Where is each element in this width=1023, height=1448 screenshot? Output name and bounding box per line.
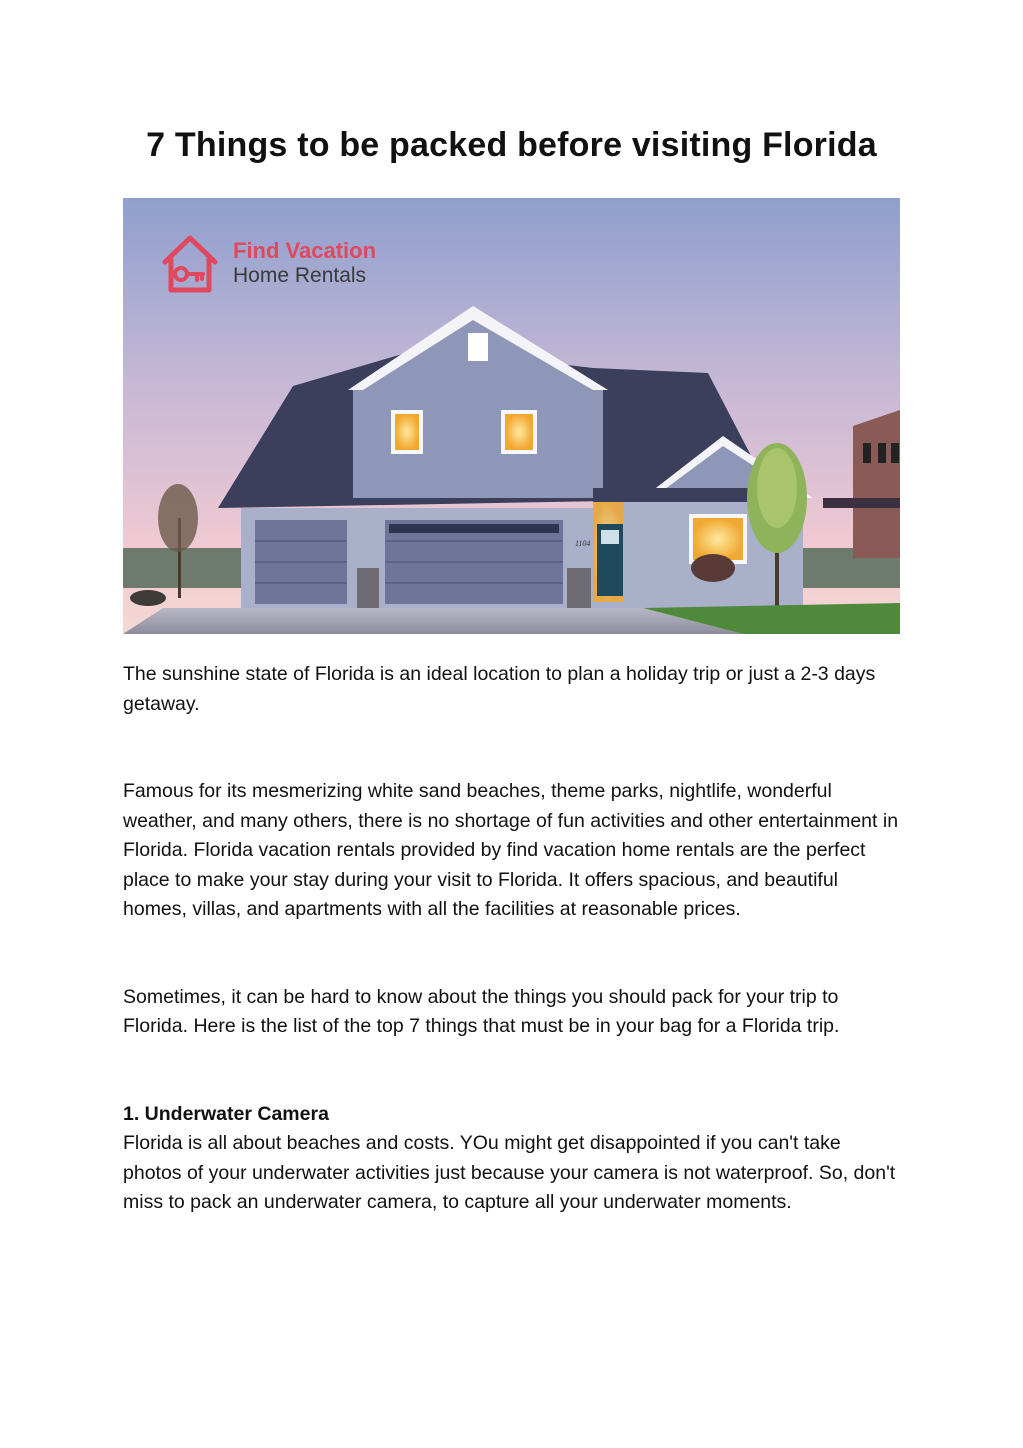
house-key-icon bbox=[159, 232, 221, 294]
article-body bbox=[123, 660, 903, 1218]
paragraph-packing: Sometimes, it can be hard to know about the things you should pack for your trip to Florida. Here is the list of the top 7 things that must be in your bag for a Florida trip. bbox=[123, 985, 840, 1037]
upper-window-left bbox=[391, 410, 423, 454]
page-title: 7 Things to be packed before visiting Florida bbox=[146, 126, 877, 164]
hero-image bbox=[123, 198, 900, 634]
garage-door-right bbox=[385, 520, 563, 604]
upper-window-right bbox=[501, 410, 537, 454]
paragraph-intro: The sunshine state of Florida is an ideal location to plan a holiday trip or just a 2-3 days getaway. bbox=[123, 663, 876, 715]
front-door bbox=[597, 524, 623, 596]
house-number: 1104 bbox=[575, 539, 591, 548]
brand-name-line1: Find Vacation bbox=[233, 237, 377, 263]
garage-door-left bbox=[255, 520, 347, 604]
paragraph-attractions: Famous for its mesmerizing white sand beaches, theme parks, nightlife, wonderful weather, and many others, there is no shortage of fun activities and other entertainment in Florida. Florida vacation rentals provided by find vacation home rentals are the perfect place to make your stay during your visit to Florida. It offers spacious, and beautiful homes, villas, and apartments with all the facilities at reasonable prices. bbox=[123, 780, 899, 920]
section-text-underwater-camera: Florida is all about beaches and costs. YOu might get disappointed if you can't take photos of your underwater activities just because your camera is not waterproof. So, don't miss to pack an underwater camera, to capture all your underwater moments. bbox=[123, 1132, 896, 1213]
brand-logo bbox=[159, 232, 376, 294]
brand-name-line2: Home Rentals bbox=[233, 263, 367, 287]
section-heading-underwater-camera: 1. Underwater Camera bbox=[123, 1102, 329, 1125]
